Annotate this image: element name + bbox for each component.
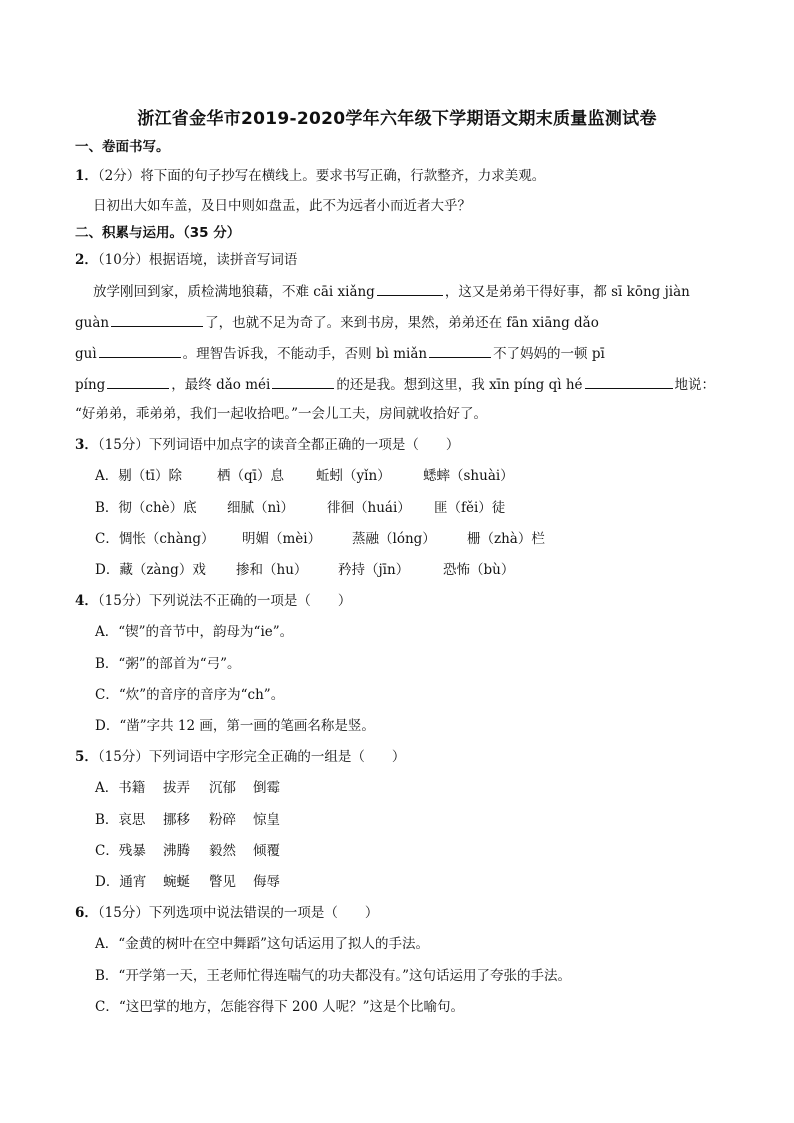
answer-blank[interactable]	[99, 343, 181, 358]
option-item: 拔弄	[163, 780, 190, 796]
option-item[interactable]: B．彻（chè）底	[95, 500, 197, 516]
option-item: 倾覆	[253, 843, 280, 859]
option-item: 蚯蚓（yǐn）	[316, 468, 391, 484]
question-number: 3．	[75, 437, 98, 453]
question-5	[75, 747, 405, 767]
option-item: 瞥见	[209, 874, 236, 890]
option-item[interactable]: C．“这巴掌的地方，怎能容得下 200 人呢？”这是个比喻句。	[95, 999, 464, 1015]
option-item: 蟋蟀（shuài）	[423, 468, 514, 484]
option-item[interactable]: A．剔（tī）除	[95, 468, 182, 484]
answer-blank[interactable]	[107, 374, 169, 389]
option-item[interactable]: C．残暴	[95, 843, 146, 859]
passage-line	[75, 374, 715, 395]
passage-text: 放学刚回到家，质检满地狼藉，不难 cāi xiǎng	[93, 284, 375, 300]
answer-blank[interactable]	[111, 312, 203, 327]
option-item[interactable]: C．惆怅（chàng）	[95, 531, 215, 547]
question-stem: （15分）下列词语中字形完全正确的一组是（ ）	[97, 749, 406, 765]
answer-blank[interactable]	[585, 374, 673, 389]
question-1	[75, 166, 545, 186]
option-item: 粉碎	[209, 812, 236, 828]
passage-text: 的还是我。想到这里，我 xīn píng qì hé	[336, 377, 583, 393]
option-item: 沸腾	[163, 843, 190, 859]
answer-blank[interactable]	[429, 343, 491, 358]
option-item: 蒸融（lóng）	[352, 531, 436, 547]
option-item: 栅（zhà）栏	[467, 531, 545, 547]
question-number: 5．	[75, 749, 98, 765]
option-item[interactable]: A．书籍	[95, 780, 146, 796]
passage-text: ，这又是弟弟干得好事，都 sī kōng jiàn	[444, 284, 690, 300]
question-number: 2．	[75, 252, 98, 268]
question-number: 4．	[75, 593, 98, 609]
option-item[interactable]: C．“炊”的音序的音序为“ch”。	[95, 687, 285, 703]
option-item: 明媚（mèi）	[242, 531, 322, 547]
passage-line	[75, 312, 599, 333]
question-stem: （15分）下列说法不正确的一项是（ ）	[97, 593, 352, 609]
option-item[interactable]: D．通宵	[95, 874, 147, 890]
option-item[interactable]: D．“凿”字共 12 画，第一画的笔画名称是竖。	[95, 718, 375, 734]
option-item: 细腻（nì）	[227, 500, 295, 516]
section-heading-writing: 一、卷面书写。	[75, 139, 170, 155]
passage-text: píng	[75, 377, 106, 393]
question-6	[75, 903, 378, 923]
option-item: 沉郁	[209, 780, 236, 796]
answer-blank[interactable]	[272, 374, 334, 389]
question-stem: （2分）将下面的句子抄写在横线上。要求书写正确，行款整齐，力求美观。	[97, 168, 546, 184]
option-item: 矜持（jīn）	[338, 562, 410, 578]
option-item[interactable]: A．“金黄的树叶在空中舞蹈”这句话运用了拟人的手法。	[95, 936, 430, 952]
option-item: 惊皇	[253, 812, 280, 828]
option-item: 徘徊（huái）	[327, 500, 411, 516]
option-item: 倒霉	[253, 780, 280, 796]
passage-text: 了，也就不足为奇了。来到书房，果然，弟弟还在 fān xiāng dǎo	[205, 315, 599, 331]
option-item: 匪（fěi）徒	[434, 500, 506, 516]
passage-line: “好弟弟，乖弟弟，我们一起收拾吧。”一会儿工夫，房间就收拾好了。	[75, 406, 488, 422]
question-stem: （15分）下列选项中说法错误的一项是（ ）	[97, 905, 379, 921]
question-3	[75, 435, 459, 455]
copy-sentence: 日初出大如车盖，及日中则如盘盂，此不为远者小而近者大乎？	[93, 198, 471, 214]
passage-text: 不了妈妈的一顿 pī	[493, 346, 605, 362]
question-number: 1．	[75, 168, 98, 184]
question-number: 6．	[75, 905, 98, 921]
option-item[interactable]: A．“锲”的音节中，韵母为“ie”。	[95, 624, 294, 640]
passage-line	[93, 281, 690, 302]
option-item[interactable]: D．藏（zàng）戏	[95, 562, 206, 578]
question-2	[75, 250, 297, 270]
option-item[interactable]: B．“粥”的部首为“弓”。	[95, 656, 241, 672]
option-item: 侮辱	[253, 874, 280, 890]
question-stem: （10分）根据语境，读拼音写词语	[97, 252, 298, 268]
passage-text: guàn	[75, 315, 110, 331]
passage-line	[75, 343, 605, 364]
option-item: 毅然	[209, 843, 236, 859]
question-4	[75, 591, 351, 611]
question-stem: （15分）下列词语中加点字的读音全都正确的一项是（ ）	[97, 437, 460, 453]
option-item: 恐怖（bù）	[443, 562, 515, 578]
answer-blank[interactable]	[377, 281, 443, 296]
option-item[interactable]: B．哀思	[95, 812, 146, 828]
option-item[interactable]: B．“开学第一天，王老师忙得连喘气的功夫都没有。”这句话运用了夸张的手法。	[95, 968, 571, 984]
option-item: 挪移	[163, 812, 190, 828]
section-heading-accumulation: 二、积累与运用。（35 分）	[75, 225, 241, 241]
option-item: 掺和（hu）	[236, 562, 308, 578]
passage-text: ，最终 dǎo méi	[171, 377, 271, 393]
option-item: 蜿蜒	[163, 874, 190, 890]
passage-text: 。理智告诉我，不能动手，否则 bì miǎn	[182, 346, 428, 362]
exam-title: 浙江省金华市2019-2020学年六年级下学期语文期末质量监测试卷	[137, 109, 657, 129]
option-item: 栖（qī）息	[217, 468, 284, 484]
passage-text: guì	[75, 346, 97, 362]
passage-text: 地说：	[674, 377, 716, 393]
